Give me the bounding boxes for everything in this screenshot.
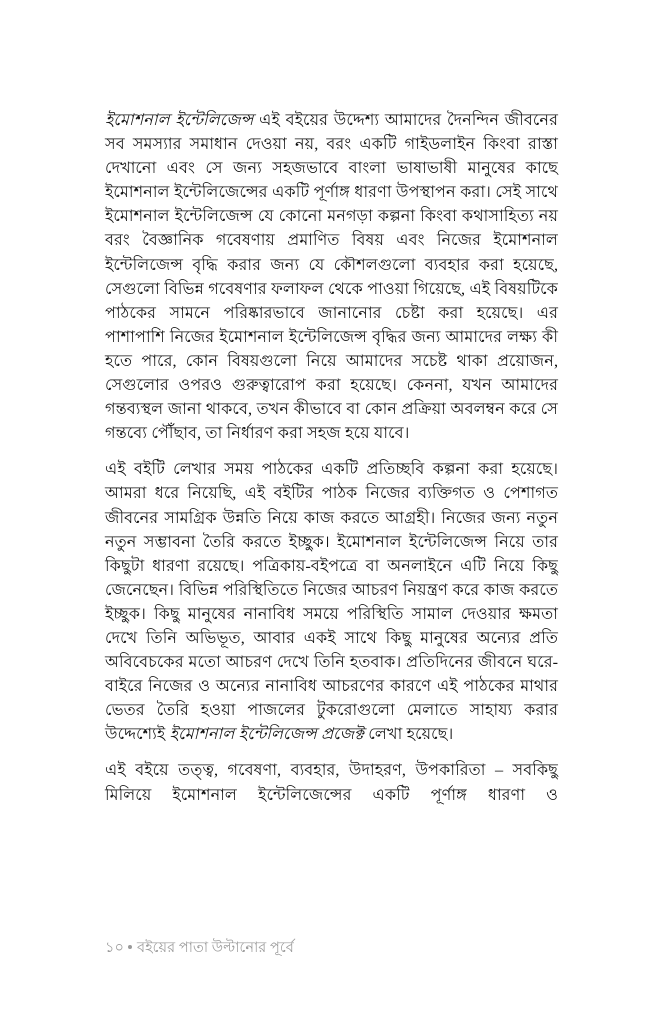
paragraph-1	[105, 108, 558, 445]
running-head: বইয়ের পাতা উল্টানোর পূর্বে	[136, 940, 294, 956]
page-number: ১০	[105, 940, 124, 956]
bullet-separator-icon	[128, 945, 132, 949]
paragraph-2	[105, 457, 558, 746]
paragraph-2-italic-title: ইমোশনাল ইন্টেলিজেন্স প্রজেক্ট	[169, 725, 364, 744]
paragraph-1-italic-lead: ইমোশনাল ইন্টেলিজেন্স	[105, 111, 254, 129]
page-text-column	[105, 108, 558, 807]
paragraph-2-body-before: এই বইটি লেখার সময় পাঠকের একটি প্রতিচ্ছবি কল্পনা করা হয়েছে। আমরা ধরে নিয়েছি, এই বইটির পাঠক নিজের ব্যক্তিগত ও পেশাগত জীবনের সামগ্রিক উন্নতি নিয়ে কাজ করতে আগ্রহী। নিজের জন্য নতুন নতুন সম্ভাবনা তৈরি করতে ইচ্ছুক। ইমোশনাল ইন্টেলিজেন্স নিয়ে তার কিছুটা ধারণা রয়েছে। পত্রিকায়-বইপত্রে বা অনলাইনে এটি নিয়ে কিছু জেনেছেন। বিভিন্ন পরিস্থিতিতে নিজের আচরণ নিয়ন্ত্রণ করে কাজ করতে ইচ্ছুক। কিছু মানুষের নানাবিধ সময়ে পরিস্থিতি সামাল দেওয়ার ক্ষমতা দেখে তিনি অভিভূত, আবার একই সাথে কিছু মানুষের অন্যের প্রতি অবিবেচকের মতো আচরণ দেখে তিনি হতবাক। প্রতিদিনের জীবনে ঘরে-বাইরে নিজের ও অন্যের নানাবিধ আচরণের কারণে এই পাঠকের মাথার ভেতর তৈরি হওয়া পাজলের টুকরোগুলো মেলাতে সাহায্য করার উদ্দেশ্যেই	[105, 460, 558, 744]
paragraph-3-body: এই বইয়ে তত্ত্ব, গবেষণা, ব্যবহার, উদাহরণ, উপকারিতা – সবকিছু মিলিয়ে ইমোশনাল ইন্টেলিজেন্সের একটি পূর্ণাঙ্গ ধারণা ও	[105, 761, 558, 804]
paragraph-3	[105, 758, 558, 806]
paragraph-1-body: এই বইয়ের উদ্দেশ্য আমাদের দৈনন্দিন জীবনের সব সমস্যার সমাধান দেওয়া নয়, বরং একটি গাইডলাইন কিংবা রাস্তা দেখানো এবং সে জন্য সহজভাবে বাংলা ভাষাভাষী মানুষের কাছে ইমোশনাল ইন্টেলিজেন্সের একটি পূর্ণাঙ্গ ধারণা উপস্থাপন করা। সেই সাথে ইমোশনাল ইন্টেলিজেন্স যে কোনো মনগড়া কল্পনা কিংবা কথাসাহিত্য নয় বরং বৈজ্ঞানিক গবেষণায় প্রমাণিত বিষয় এবং নিজের ইমোশনাল ইন্টেলিজেন্স বৃদ্ধি করার জন্য যে কৌশলগুলো ব্যবহার করা হয়েছে, সেগুলো বিভিন্ন গবেষণার ফলাফল থেকে পাওয়া গিয়েছে, এই বিষয়টিকে পাঠকের সামনে পরিষ্কারভাবে জানানোর চেষ্টা করা হয়েছে। এর পাশাপাশি নিজের ইমোশনাল ইন্টেলিজেন্স বৃদ্ধির জন্য আমাদের লক্ষ্য কী হতে পারে, কোন বিষয়গুলো নিয়ে আমাদের সচেষ্ট থাকা প্রয়োজন, সেগুলোর ওপরও গুরুত্বারোপ করা হয়েছে। কেননা, যখন আমাদের গন্তব্যস্থল জানা থাকবে, তখন কীভাবে বা কোন প্রক্রিয়া অবলম্বন করে সে গন্তব্যে পৌঁছাব, তা নির্ধারণ করা সহজ হয়ে যাবে।	[105, 111, 558, 443]
paragraph-2-body-after: লেখা হয়েছে।	[363, 725, 454, 744]
page-footer	[105, 938, 558, 958]
